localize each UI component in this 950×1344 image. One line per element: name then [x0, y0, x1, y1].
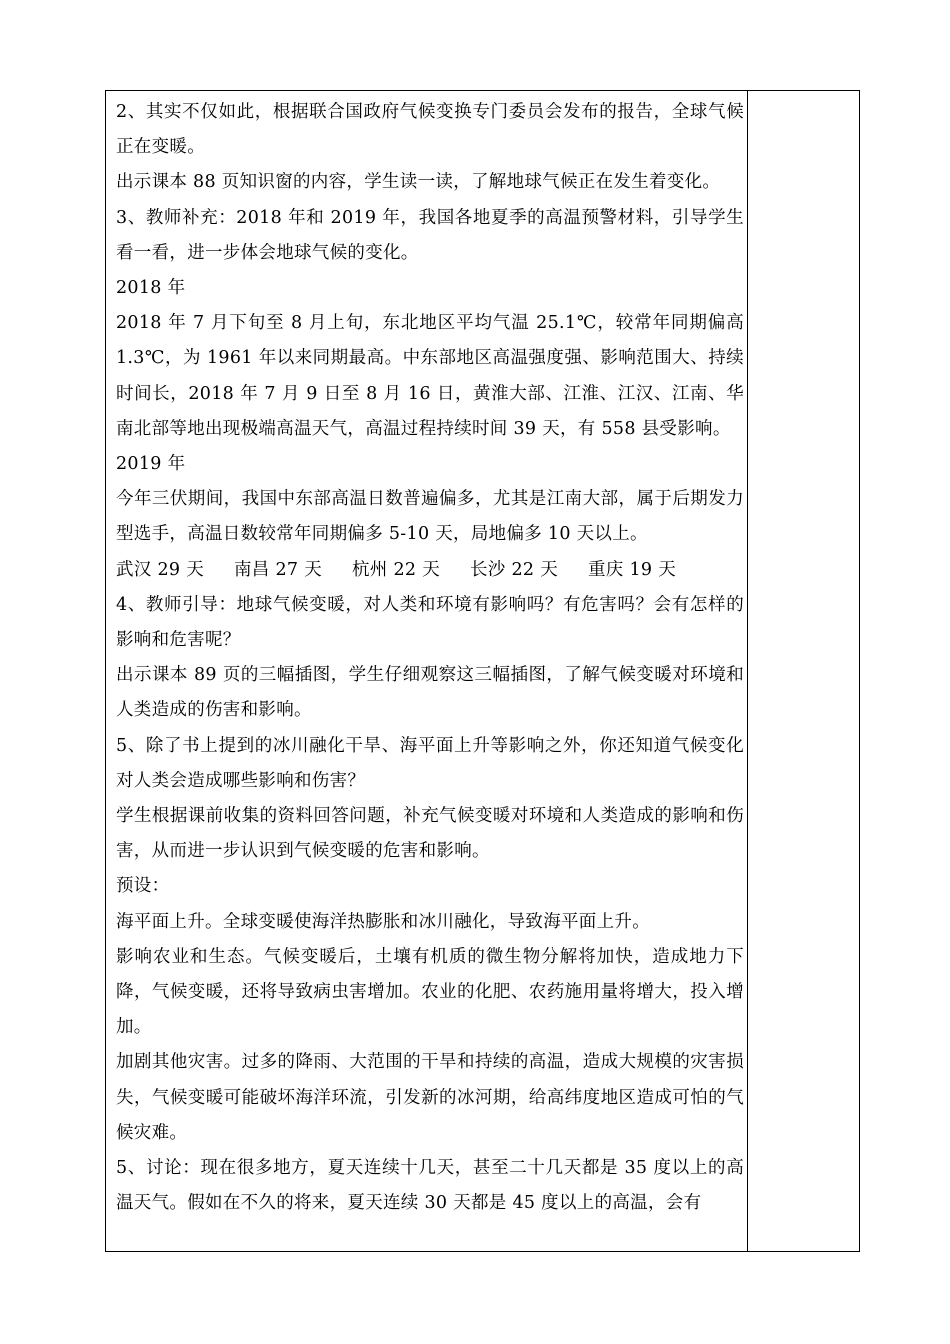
paragraph: 出示课本 89 页的三幅插图，学生仔细观察这三幅插图，了解气候变暖对环境和人类造成的伤害和影响。 [116, 665, 744, 721]
paragraph: 4、教师引导：地球气候变暖，对人类和环境有影响吗？有危害吗？会有怎样的影响和危害呢？ [116, 594, 744, 651]
column-divider [747, 91, 748, 1251]
paragraph: 出示课本 88 页知识窗的内容，学生读一读，了解地球气候正在发生着变化。 [116, 172, 721, 193]
paragraph: 5、除了书上提到的冰川融化干旱、海平面上升等影响之外，你还知道气候变化对人类会造成哪些影响和伤害？ [116, 735, 744, 791]
paragraph: 影响农业和生态。气候变暖后，土壤有机质的微生物分解将加快，造成地力下降，气候变暖，还将导致病虫害增加。农业的化肥、农药施用量将增大，投入增加。 [116, 946, 744, 1038]
city-item: 重庆 19 天 [588, 559, 676, 580]
year-heading-2018: 2018 年 [116, 278, 186, 299]
city-item: 南昌 27 天 [234, 559, 322, 580]
paragraph: 学生根据课前收集的资料回答问题，补充气候变暖对环境和人类造成的影响和伤害，从而进一步认识到气候变暖的危害和影响。 [116, 806, 744, 862]
paragraph: 海平面上升。全球变暖使海洋热膨胀和冰川融化，导致海平面上升。 [116, 911, 650, 932]
paragraph: 5、讨论：现在很多地方，夏天连续十几天，甚至二十几天都是 35 度以上的高温天气。假如在不久的将来，夏天连续 30 天都是 45 度以上的高温，会有 [116, 1158, 744, 1214]
city-heat-days-row [116, 553, 744, 588]
paragraph: 今年三伏期间，我国中东部高温日数普遍偏多，尤其是江南大部，属于后期发力型选手，高温日数较常年同期偏多 5-10 天，局地偏多 10 天以上。 [116, 489, 744, 545]
paragraph: 3、教师补充：2018 年和 2019 年，我国各地夏季的高温预警材料，引导学生看一看，进一步体会地球气候的变化。 [116, 207, 744, 263]
city-item: 杭州 22 天 [352, 559, 440, 580]
lesson-content-cell [116, 95, 744, 1222]
lesson-table [105, 90, 860, 1252]
paragraph: 2、其实不仅如此，根据联合国政府气候变换专门委员会发布的报告，全球气候正在变暖。 [116, 102, 744, 158]
year-heading-2019: 2019 年 [116, 454, 186, 475]
city-item: 武汉 29 天 [116, 559, 204, 580]
paragraph: 加剧其他灾害。过多的降雨、大范围的干旱和持续的高温，造成大规模的灾害损失，气候变暖可能破坏海洋环流，引发新的冰河期，给高纬度地区造成可怕的气候灾难。 [116, 1052, 744, 1143]
preset-heading: 预设： [116, 876, 170, 897]
city-item: 长沙 22 天 [470, 559, 558, 580]
paragraph: 2018 年 7 月下旬至 8 月上旬，东北地区平均气温 25.1℃，较常年同期偏高 1.3℃，为 1961 年以来同期最高。中东部地区高温强度强、影响范围大、持续时间长，2018 年 7 月 9 日至 8 月 16 日，黄淮大部、江淮、江汉、江南、华南北部等地出现极端高温天气，高温过程持续时间 39 天，有 558 县受影响。 [116, 313, 744, 439]
